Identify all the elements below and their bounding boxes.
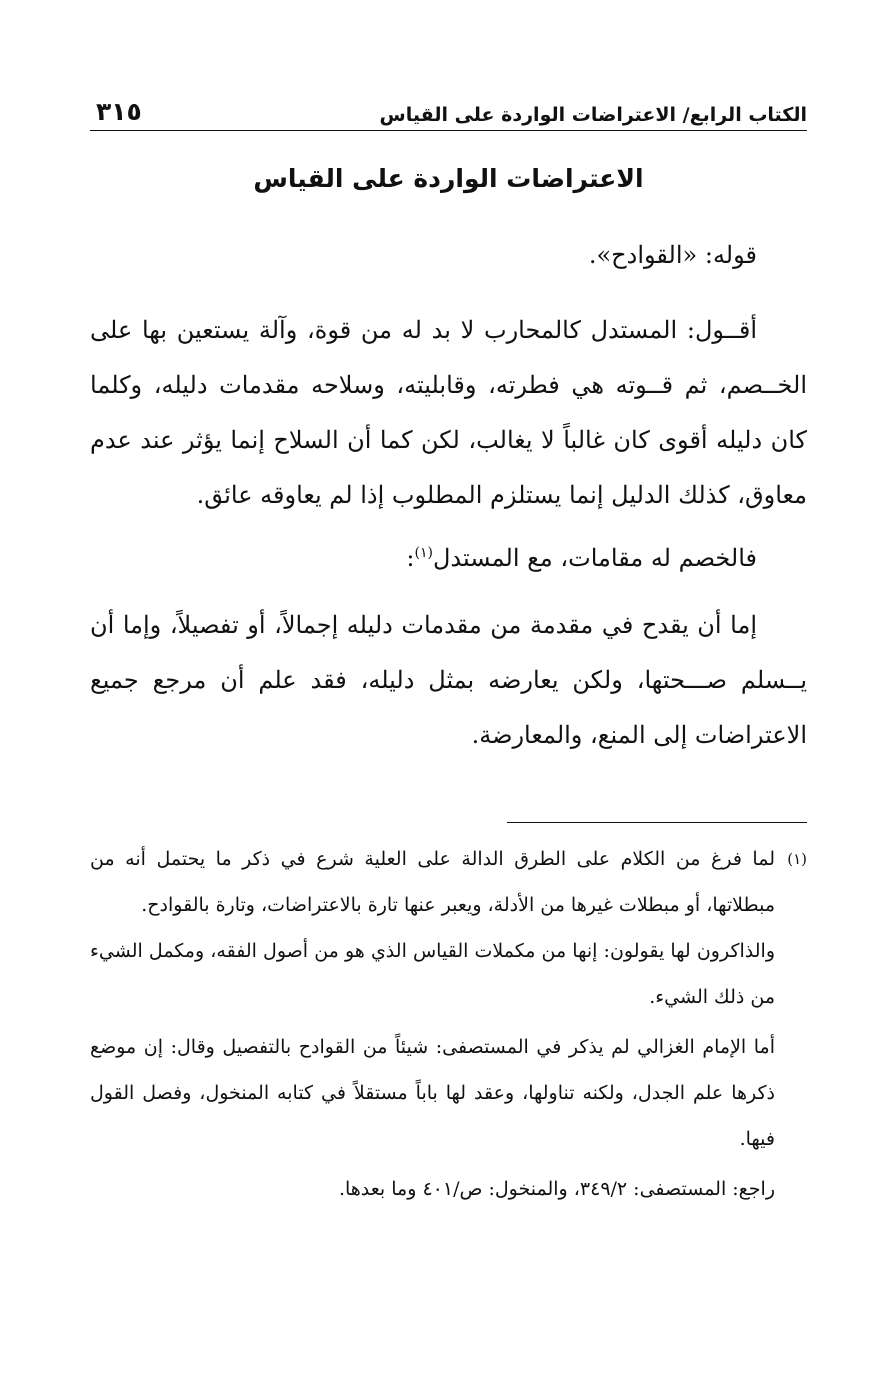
footnote-continuation-2: والذاكرون لها يقولون: إنها من مكملات القياس الذي هو من أصول الفقه، ومكمل الشيء من ذلك الشيء. xyxy=(90,940,775,1008)
khasm-colon: : xyxy=(406,544,415,572)
footnote-1-text: لما فرغ من الكلام على الطرق الدالة على العلية شرع في ذكر ما يحتمل أنه من مبطلاتها، أو مبطلات غيرها من الأدلة، ويعبر عنها تارة بالاعتراضات، وتارة بالقوادح. xyxy=(90,848,775,916)
footnotes xyxy=(90,836,807,1216)
page-number: ٣١٥ xyxy=(96,97,142,126)
footnote-marker: (١) xyxy=(787,850,807,868)
khasm-text: فالخصم له مقامات، مع المستدل xyxy=(432,544,757,572)
header-rule xyxy=(90,130,807,131)
final-paragraph: إما أن يقدح في مقدمة من مقدمات دليله إجمالاً، أو تفصيلاً، وإما أن يــسلم صـــحتها، ولكن يعارضه بمثل دليله، فقد علم أن مرجع جميع الاعتراضات إلى المنع، والمعارضة. xyxy=(90,611,807,749)
body-text xyxy=(90,228,807,763)
quote-paragraph: قوله: «القوادح». xyxy=(588,241,757,269)
main-paragraph: أقــول: المستدل كالمحارب لا بد له من قوة، وآلة يستعين بها على الخــصم، ثم قــوته هي فطرته، وقابليته، وسلاحه مقدمات دليله، وكلما كان دليله أقوى كان غالباً لا يغالب، لكن كما أن السلاح إنما يؤثر عند عدم معاوق، كذلك الدليل إنما يستلزم المطلوب إذا لم يعاوقه عائق. xyxy=(90,316,807,509)
khasm-paragraph xyxy=(90,531,807,586)
footnote-separator xyxy=(507,822,807,823)
running-header xyxy=(90,86,807,126)
footnote-reference[interactable]: (١) xyxy=(414,545,433,561)
footnote-1 xyxy=(90,836,807,928)
section-heading: الاعتراضات الواردة على القياس xyxy=(253,164,644,193)
footnote-reference-line: راجع: المستصفى: ٣٤٩/٢، والمنخول: ص/٤٠١ وما بعدها. xyxy=(338,1178,775,1200)
running-title: الكتاب الرابع/ الاعتراضات الواردة على القياس xyxy=(379,104,807,126)
footnote-continuation-3: أما الإمام الغزالي لم يذكر في المستصفى: شيئاً من القوادح بالتفصيل وقال: إن موضع ذكرها علم الجدل، ولكنه تناولها، وعقد لها باباً مستقلاً في كتابه المنخول، وفصل القول فيها. xyxy=(90,1036,775,1150)
